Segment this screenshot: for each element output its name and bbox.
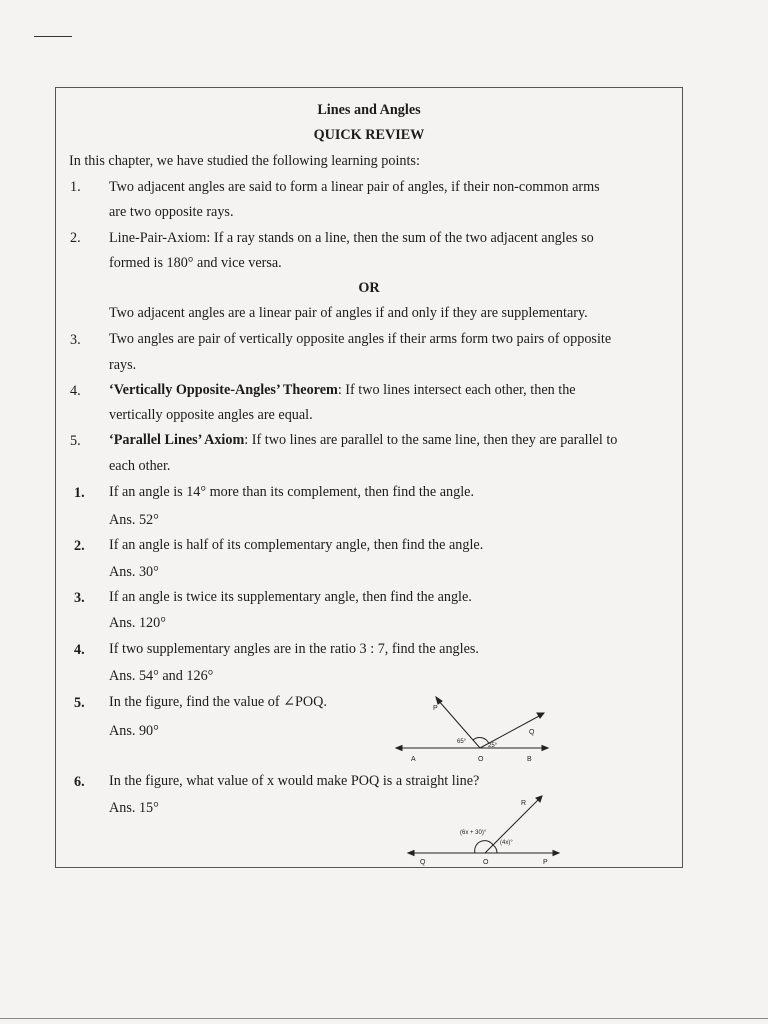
point-number: 4. — [70, 383, 81, 399]
arrow-head — [408, 851, 414, 856]
point-text: formed is 180° and vice versa. — [109, 255, 282, 271]
angle-arc — [475, 841, 493, 853]
answer-text: Ans. 54° and 126° — [109, 668, 214, 684]
question-number: 3. — [74, 590, 85, 606]
point-text: rays. — [109, 357, 137, 373]
question-text: If an angle is twice its supplementary angle, then find the angle. — [109, 589, 472, 605]
label-p: P — [543, 859, 548, 866]
point-text: vertically opposite angles are equal. — [109, 407, 313, 423]
question-text: If an angle is 14° more than its complement, then find the angle. — [109, 484, 474, 500]
point-text: Two angles are pair of vertically opposite angles if their arms form two pairs of opposite — [109, 331, 612, 347]
point-text — [109, 381, 576, 399]
question-text: In the figure, find the value of ∠POQ. — [109, 694, 327, 710]
question-number: 6. — [74, 774, 85, 790]
label-r: R — [521, 800, 527, 807]
corner-mark — [34, 36, 72, 37]
theorem-name: ‘Vertically Opposite-Angles’ Theorem — [109, 382, 338, 398]
page-title: Lines and Angles — [317, 102, 421, 118]
point-number: 2. — [70, 230, 81, 246]
point-text: are two opposite rays. — [109, 204, 234, 220]
point-text: Two adjacent angles are said to form a linear pair of angles, if their non-common arms — [109, 179, 600, 195]
point-number: 3. — [70, 332, 81, 348]
page-subtitle: QUICK REVIEW — [313, 127, 425, 143]
answer-text: Ans. 30° — [109, 564, 159, 580]
bottom-rule — [0, 1018, 768, 1019]
question-number: 1. — [74, 485, 85, 501]
angle-label: 65° — [457, 739, 467, 745]
label-p: P — [433, 705, 438, 712]
figure-angle-poq — [393, 692, 553, 764]
point-text — [109, 431, 617, 449]
question-number: 5. — [74, 695, 85, 711]
axiom-name: ‘Parallel Lines’ Axiom — [109, 432, 245, 448]
angle-arc — [493, 845, 497, 853]
label-b: B — [527, 756, 532, 763]
axiom-text: : If two lines are parallel to the same line, then they are parallel to — [244, 432, 618, 448]
label-o: O — [483, 859, 489, 866]
angle-label: 25° — [488, 743, 498, 749]
point-text: Line-Pair-Axiom: If a ray stands on a line, then the sum of the two adjacent angles so — [109, 230, 594, 246]
answer-text: Ans. 90° — [109, 723, 159, 739]
angle-label: (4x)° — [500, 840, 513, 846]
question-number: 2. — [74, 538, 85, 554]
answer-text: Ans. 52° — [109, 512, 159, 528]
point-number: 5. — [70, 433, 81, 449]
question-text: If an angle is half of its complementary angle, then find the angle. — [109, 537, 484, 553]
question-number: 4. — [74, 642, 85, 658]
label-q: Q — [529, 729, 535, 736]
answer-text: Ans. 120° — [109, 615, 166, 631]
or-label: OR — [358, 280, 380, 296]
arrow-head — [542, 746, 548, 751]
theorem-text: : If two lines intersect each other, then the — [337, 382, 576, 398]
label-q: Q — [420, 859, 426, 866]
label-o: O — [478, 756, 484, 763]
arrow-head — [553, 851, 559, 856]
label-a: A — [411, 756, 416, 763]
arrow-head — [537, 713, 544, 718]
point-number: 1. — [70, 179, 81, 195]
figure-straight-line — [405, 789, 565, 867]
angle-label: (6x + 30)° — [460, 830, 487, 836]
question-text: In the figure, what value of x would make POQ is a straight line? — [109, 773, 480, 789]
or-statement: Two adjacent angles are a linear pair of angles if and only if they are supplementary. — [109, 305, 588, 321]
point-text: each other. — [109, 458, 171, 474]
question-text: If two supplementary angles are in the ratio 3 : 7, find the angles. — [109, 641, 479, 657]
answer-text: Ans. 15° — [109, 800, 159, 816]
arrow-head — [396, 746, 402, 751]
intro-text: In this chapter, we have studied the following learning points: — [69, 153, 420, 169]
